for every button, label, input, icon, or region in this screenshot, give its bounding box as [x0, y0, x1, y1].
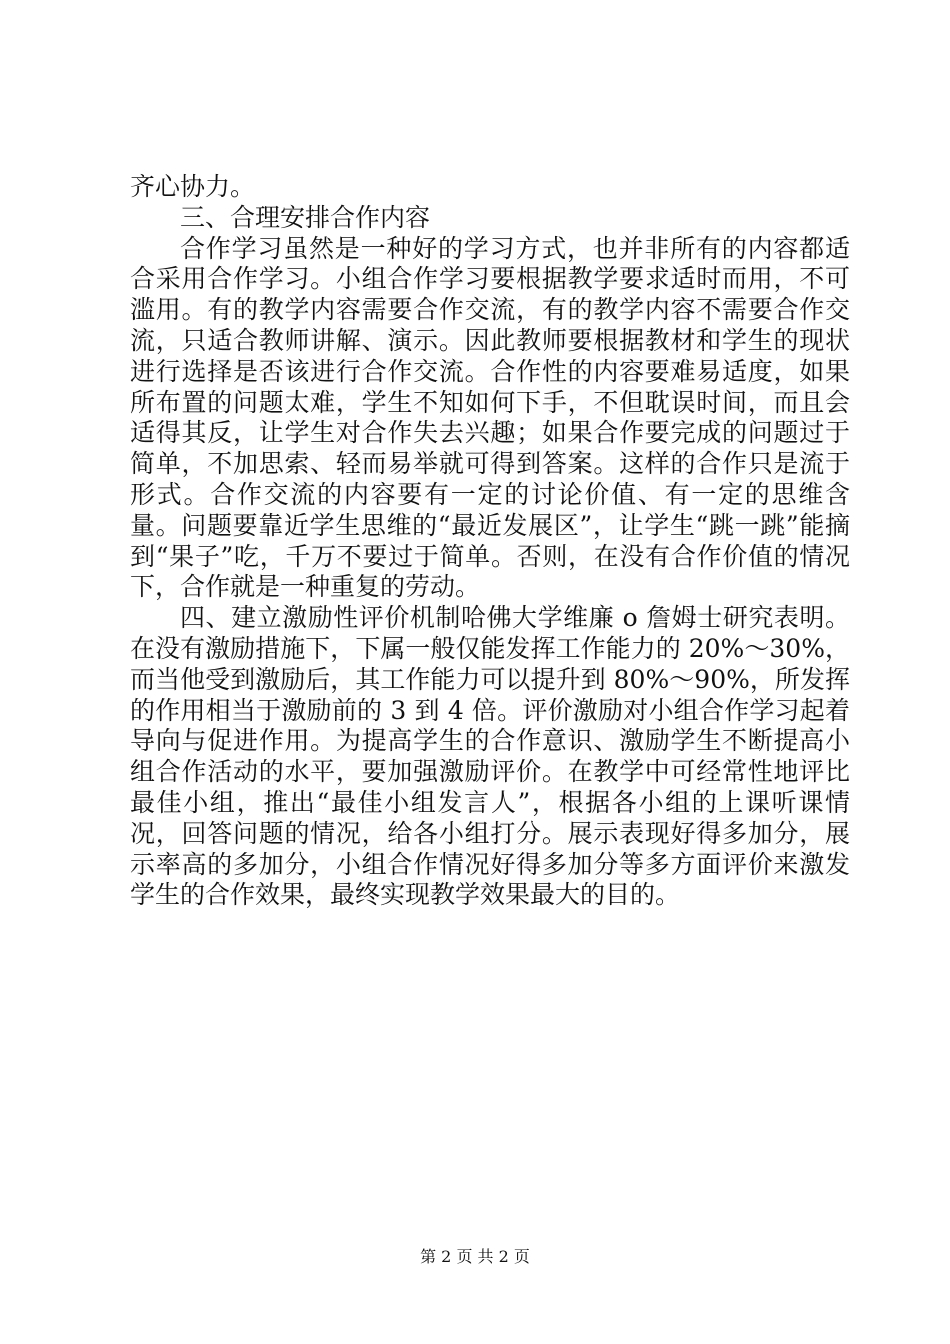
paragraph-incentive-evaluation: 四、建立激励性评价机制哈佛大学维廉 o 詹姆士研究表明。在没有激励措施下，下属一般仅能发挥工作能力的 20%～30%，而当他受到激励后，其工作能力可以提升到 80%～90%，所发挥的作用相当于激励前的 3 到 4 倍。评价激励对小组合作学习起着导向与促进作用。为提高学生的合作意识、激励学生不断提高小组合作活动的水平，要加强激励评价。在教学中可经常性地评比最佳小组，推出“最佳小组发言人”，根据各小组的上课听课情况，回答问题的情况，给各小组打分。展示表现好得多加分，展示率高的多加分，小组合作情况好得多加分等多方面评价来激发学生的合作效果，最终实现教学效果最大的目的。 [130, 603, 850, 910]
document-body [130, 172, 850, 911]
paragraph-cooperation-content: 合作学习虽然是一种好的学习方式，也并非所有的内容都适合采用合作学习。小组合作学习要根据教学要求适时而用，不可滥用。有的教学内容需要合作交流，有的教学内容不需要合作交流，只适合教师讲解、演示。因此教师要根据教材和学生的现状进行选择是否该进行合作交流。合作性的内容要难易适度，如果所布置的问题太难，学生不知如何下手，不但耽误时间，而且会适得其反，让学生对合作失去兴趣；如果合作要完成的问题过于简单，不加思索、轻而易举就可得到答案。这样的合作只是流于形式。合作交流的内容要有一定的讨论价值、有一定的思维含量。问题要靠近学生思维的“最近发展区”，让学生“跳一跳”能摘到“果子”吃，千万不要过于简单。否则，在没有合作价值的情况下，合作就是一种重复的劳动。 [130, 233, 850, 602]
page-number-label: 第 2 页 共 2 页 [420, 1247, 530, 1266]
page-footer [0, 1244, 950, 1267]
paragraph-continuation: 齐心协力。 [130, 172, 256, 201]
section-heading-three: 三、合理安排合作内容 [180, 202, 431, 232]
